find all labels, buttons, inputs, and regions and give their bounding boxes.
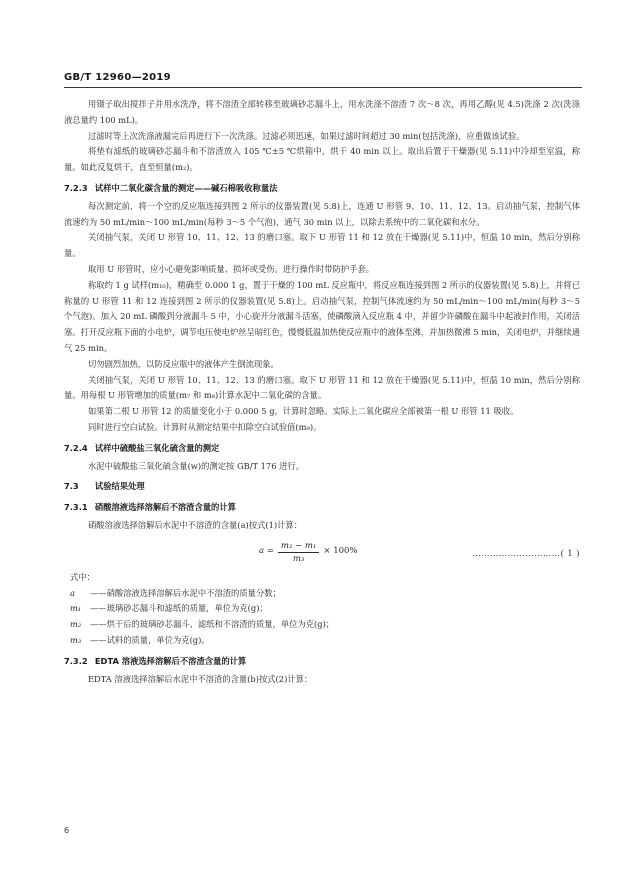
page-number: 6 [64,826,70,835]
top-paragraphs [64,97,580,176]
variable-symbol: a [70,587,75,598]
section-heading-7-2-4 [64,441,580,457]
variable-row [70,617,580,633]
section-7-3-2-body [64,672,580,688]
section-heading-7-3 [64,479,580,495]
section-heading-7-2-3 [64,181,580,197]
section-number: 7.3.1 [64,502,88,513]
paragraph: 用镊子取出搅拌子并用水洗净，将不溶渣全部转移至玻璃砂芯漏斗上，用水洗涤不溶渣 7 次～8 次，再用乙醇(见 4.5)洗涤 2 次(洗涤液总量约 100 mL)。 [64,99,580,125]
formula-denominator: m₃ [292,553,305,564]
variable-description: ——试料的质量，单位为克(g)。 [90,634,210,645]
variable-description: ——玻璃砂芯漏斗和滤纸的质量，单位为克(g)； [90,603,268,614]
formula-expression [259,540,358,565]
section-title: 试样中二氧化碳含量的测定——碱石棉吸收称量法 [94,182,278,193]
variable-description: ——烘干后的玻璃砂芯漏斗、滤纸和不溶渣的质量，单位为克(g)； [90,619,335,630]
section-number: 7.3 [64,481,79,492]
section-heading-7-3-1 [64,500,580,516]
variable-symbol: m₂ [70,619,82,630]
formula-number: …………………………( 1 ) [472,547,580,558]
paragraph: 水泥中硫酸盐三氧化硫含量(w)的测定按 GB/T 176 进行。 [88,460,305,471]
section-7-3-1-body [64,518,580,534]
formula-numerator: m₂ − m₁ [278,540,319,553]
standard-code: GB/T 12960—2019 [64,72,171,83]
variable-definitions [70,570,580,649]
paragraph: 关闭抽气泵，关闭 U 形管 10、11、12、13 的磨口塞。取下 U 形管 11 和 12 放在干燥器(见 5.11)中，恒温 10 min，然后分别称量。 [64,232,580,259]
section-number: 7.3.2 [64,655,88,666]
paragraph: 切勿剧烈加热，以防反应瓶中的液体产生倒流现象。 [88,358,279,369]
page-body [64,97,580,687]
paragraph: 每次测定前，将一个空的反应瓶连接到图 2 所示的仪器装置(见 5.8)上，连通 U 形管 9、10、11、12、13。启动抽气泵，控制气体流速约为 50 mL/min～100 mL/min(每秒 3～5 个气泡)，通气 30 min 以上，以除去系统中的二氧化碳和水分。 [64,200,580,227]
paragraph: 硝酸溶液选择溶解后水泥中不溶渣的含量(a)按式(1)计算： [88,519,303,530]
section-title: 硝酸溶液选择溶解后不溶渣含量的计算 [94,502,236,513]
formula-lhs: a = [259,546,274,557]
paragraph: 如果第二根 U 形管 12 的质量变化小于 0.000 5 g，计算时忽略。实际上二氧化碳应全部被第一根 U 形管 11 吸收。 [88,406,519,417]
paragraph: 将垫有滤纸的玻璃砂芯漏斗和不溶渣放入 105 ℃±5 ℃烘箱中，烘干 40 min 以上。取出后置于干燥器(见 5.11)中冷却至室温，称量。如此反复烘干，直至恒量(m₂)。 [64,146,580,173]
variable-row [70,586,580,602]
header-rule [64,87,582,88]
formula-1 [64,538,580,568]
paragraph: 关闭抽气泵，关闭 U 形管 10、11、12、13 的磨口塞。取下 U 形管 11 和 12 放在干燥器(见 5.11)中，恒温 10 min，然后分别称量。用每根 U 形管增加的质量(m₇ 和 m₈)计算水泥中二氧化碳的含量。 [64,374,580,401]
variable-symbol: m₁ [70,603,82,614]
section-heading-7-3-2 [64,654,580,670]
section-title: EDTA 溶液选择溶解后不溶渣含量的计算 [94,655,247,666]
paragraph: EDTA 溶液选择溶解后水泥中不溶渣的含量(b)按式(2)计算： [88,673,313,684]
section-title: 试样中硫酸盐三氧化硫含量的测定 [94,442,220,453]
section-7-2-3-body [64,199,580,436]
section-number: 7.2.4 [64,442,88,453]
variable-row [70,601,580,617]
section-number: 7.2.3 [64,182,88,193]
where-label: 式中： [70,571,95,582]
paragraph: 过滤时等上次洗涤液漏完后再进行下一次洗涤。过滤必须迅速，如果过滤时间超过 30 min(包括洗涤)，应重做该试验。 [88,130,525,141]
variable-symbol: m₃ [70,634,82,645]
formula-fraction [278,540,319,565]
paragraph: 同时进行空白试验。计算时从测定结果中扣除空白试验值(m₉)。 [88,421,322,432]
section-title: 试验结果处理 [94,481,145,492]
variable-description: ——硝酸溶液选择溶解后水泥中不溶渣的质量分数； [90,587,281,598]
paragraph: 取用 U 形管时，应小心避免影响质量、损坏或受伤。进行操作时带防护手套。 [88,263,375,274]
paragraph: 称取约 1 g 试样(m₁₀)，精确至 0.000 1 g，置于干燥的 100 mL 反应瓶中，将反应瓶连接到图 2 所示的仪器装置(见 5.8)上，并将已称量的 U 形管 11 和 12 连接到图 2 所示的仪器装置(见 5.8)上。启动抽气泵，控制气体流速约为 50 mL/min～100 mL/min(每秒 3～5 个气泡)。加入 20 mL 磷酸到分液漏斗 5 中，小心旋开分液漏斗活塞，使磷酸滴入反应瓶 4 中，并留少许磷酸在漏斗中起液封作用，关闭活塞。打开反应瓶下面的小电炉，调节电压使电炉丝呈暗红色，慢慢低温加热使反应瓶中的液体至沸，并加热微沸 5 min，关闭电炉，并继续通气 25 min。 [64,279,580,353]
formula-tail: × 100% [323,546,358,557]
variable-row [70,633,580,649]
section-7-2-4-body [64,459,580,475]
